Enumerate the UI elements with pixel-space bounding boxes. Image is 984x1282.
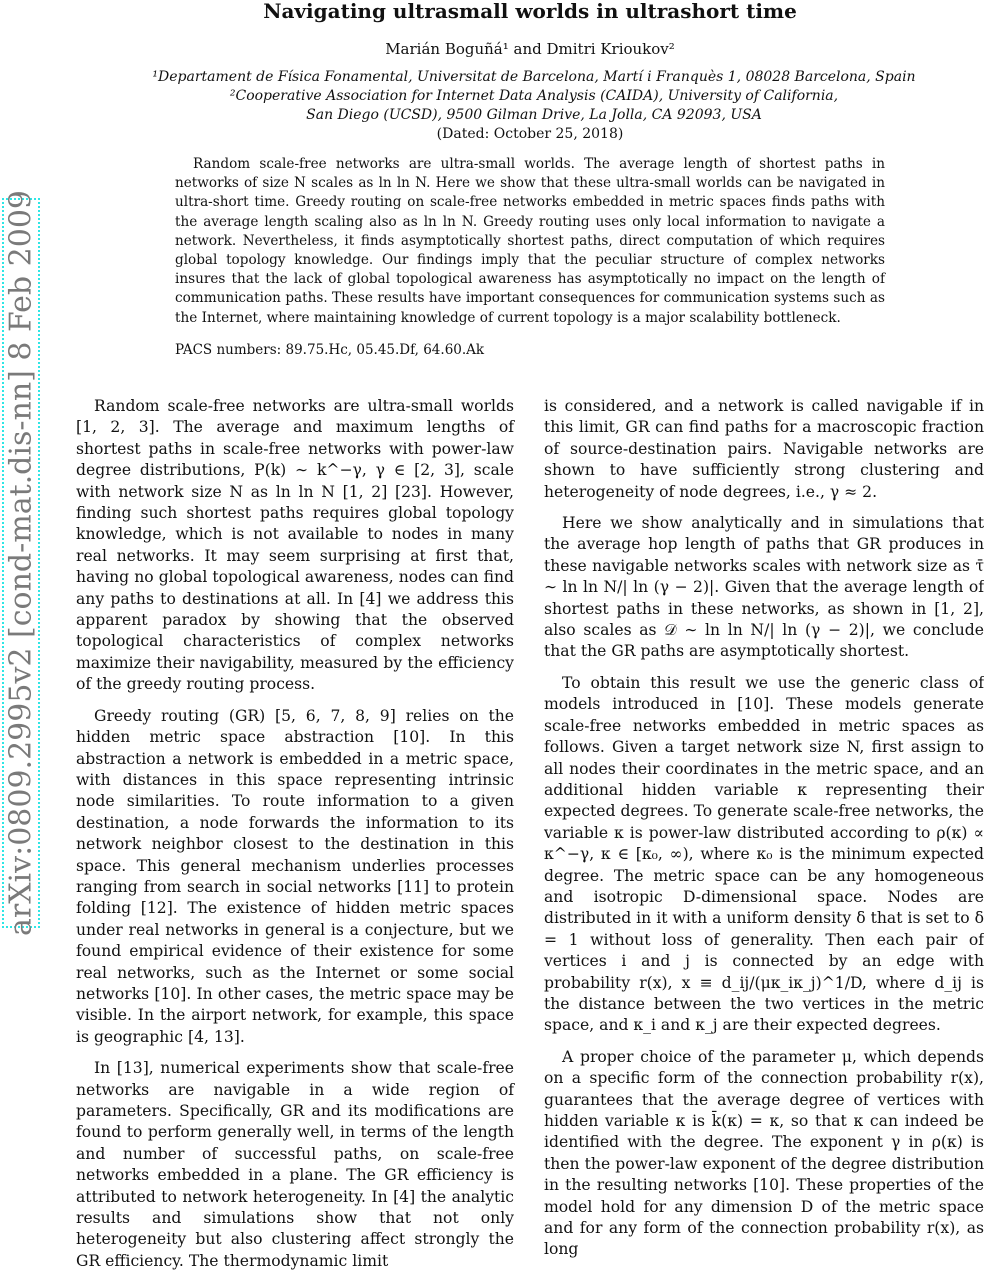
body-paragraph: Here we show analytically and in simulations that the average hop length of paths that GR produces in these navigable networks scales with network size as τ̄ ∼ ln ln N/| ln (γ − 2)|. Given that the average length of shortest paths in these networks, as shown in [1, 2], also scales as 𝒟 ∼ ln ln N/| ln (γ − 2)|, we conclude that the GR paths are asymptotically shortest. <box>544 514 984 661</box>
body-column-left <box>76 396 514 1282</box>
affiliations <box>0 68 984 125</box>
affiliation-line: ²Cooperative Association for Internet Data Analysis (CAIDA), University of California, <box>229 88 839 104</box>
body-paragraph: Random scale-free networks are ultra-small worlds [1, 2, 3]. The average and maximum lengths of shortest paths in scale-free networks with power-law degree distributions, P(k) ∼ k^−γ, γ ∈ [2, 3], scale with network size N as ln ln N [1, 2] [23]. However, finding such shortest paths requires global topology knowledge, which is not available to nodes in many real networks. It may seem surprising at first that, having no global topological awareness, nodes can find any paths to destinations at all. In [4] we address this apparent paradox by showing that the observed topological characteristics of complex networks maximize their navigability, measured by the efficiency of the greedy routing process. <box>76 397 514 694</box>
body-paragraph: A proper choice of the parameter μ, which depends on a specific form of the connection probability r(x), guarantees that the average degree of vertices with hidden variable κ is k̄(κ) = κ, so that κ can indeed be identified with the degree. The exponent γ in ρ(κ) is then the power-law exponent of the degree distribution in the resulting networks [10]. These properties of the model hold for any dimension D of the metric space and for any form of the connection probability r(x), as long <box>544 1047 984 1259</box>
affiliation-line: ¹Departament de Física Fonamental, Universitat de Barcelona, Martí i Franquès 1, 08028 Barcelona, Spain <box>152 69 916 85</box>
pacs-numbers: PACS numbers: 89.75.Hc, 05.45.Df, 64.60.Ak <box>175 342 485 358</box>
paper-authors: Marián Boguñá¹ and Dmitri Krioukov² <box>385 40 675 58</box>
affiliation-line: San Diego (UCSD), 9500 Gilman Drive, La Jolla, CA 92093, USA <box>306 107 762 123</box>
body-paragraph: is considered, and a network is called navigable if in this limit, GR can find paths for a macroscopic fraction of source-destination pairs. Navigable networks are shown to have sufficiently strong clustering and heterogeneity of node degrees, i.e., γ ≈ 2. <box>544 397 984 501</box>
abstract: Random scale-free networks are ultra-small worlds. The average length of shortest paths in networks of size N scales as ln ln N. Here we show that these ultra-small worlds can be navigated in ultra-short time. Greedy routing on scale-free networks embedded in metric spaces finds paths with the average length scaling also as ln ln N. Greedy routing uses only local information to navigate a network. Nevertheless, it finds asymptotically shortest paths, direct computation of which requires global topology knowledge. Our findings imply that the peculiar structure of complex networks insures that the lack of global topological awareness has asymptotically no impact on the length of communication paths. These results have important consequences for communication systems such as the Internet, where maintaining knowledge of current topology is a major scalability bottleneck. <box>175 156 885 326</box>
body-column-right <box>544 396 984 1271</box>
dated-line: (Dated: October 25, 2018) <box>436 126 624 142</box>
body-paragraph: In [13], numerical experiments show that scale-free networks are navigable in a wide region of parameters. Specifically, GR and its modifications are found to perform generally well, in terms of the length and number of successful paths, on scale-free networks embedded in a plane. The GR efficiency is attributed to network heterogeneity. In [4] the analytic results and simulations show that not only heterogeneity but also clustering affect strongly the GR efficiency. The thermodynamic limit <box>76 1059 514 1270</box>
arxiv-identifier: arXiv:0809.2995v2 [cond-mat.dis-nn] 8 Feb 2009 <box>3 189 39 937</box>
body-paragraph: Greedy routing (GR) [5, 6, 7, 8, 9] relies on the hidden metric space abstraction [10]. In this abstraction a network is embedded in a metric space, with distances in this space representing intrinsic node similarities. To route information to a given destination, a node forwards the information to its network neighbor closest to the destination in this space. This general mechanism underlies processes ranging from search in social networks [11] to protein folding [12]. The existence of hidden metric spaces under real networks in general is a conjecture, but we found empirical evidence of their existence for some real networks, such as the Internet or some social networks [10]. In other cases, the metric space may be visible. In the airport network, for example, this space is geographic [4, 13]. <box>76 706 514 1046</box>
paper-title: Navigating ultrasmall worlds in ultrashort time <box>263 0 797 23</box>
body-paragraph: To obtain this result we use the generic class of models introduced in [10]. These models generate scale-free networks embedded in metric spaces as follows. Given a target network size N, first assign to all nodes their coordinates in the metric space, and an additional hidden variable κ representing their expected degrees. To generate scale-free networks, the variable κ is power-law distributed according to ρ(κ) ∝ κ^−γ, κ ∈ [κ₀, ∞), where κ₀ is the minimum expected degree. The metric space can be any homogeneous and isotropic D-dimensional space. Nodes are distributed in it with a uniform density δ that is set to δ = 1 without loss of generality. Then each pair of vertices i and j is connected by an edge with probability r(x), x ≡ d_ij/(μκ_iκ_j)^1/D, where d_ij is the distance between the two vertices in the metric space, and κ_i and κ_j are their expected degrees. <box>544 673 984 1035</box>
